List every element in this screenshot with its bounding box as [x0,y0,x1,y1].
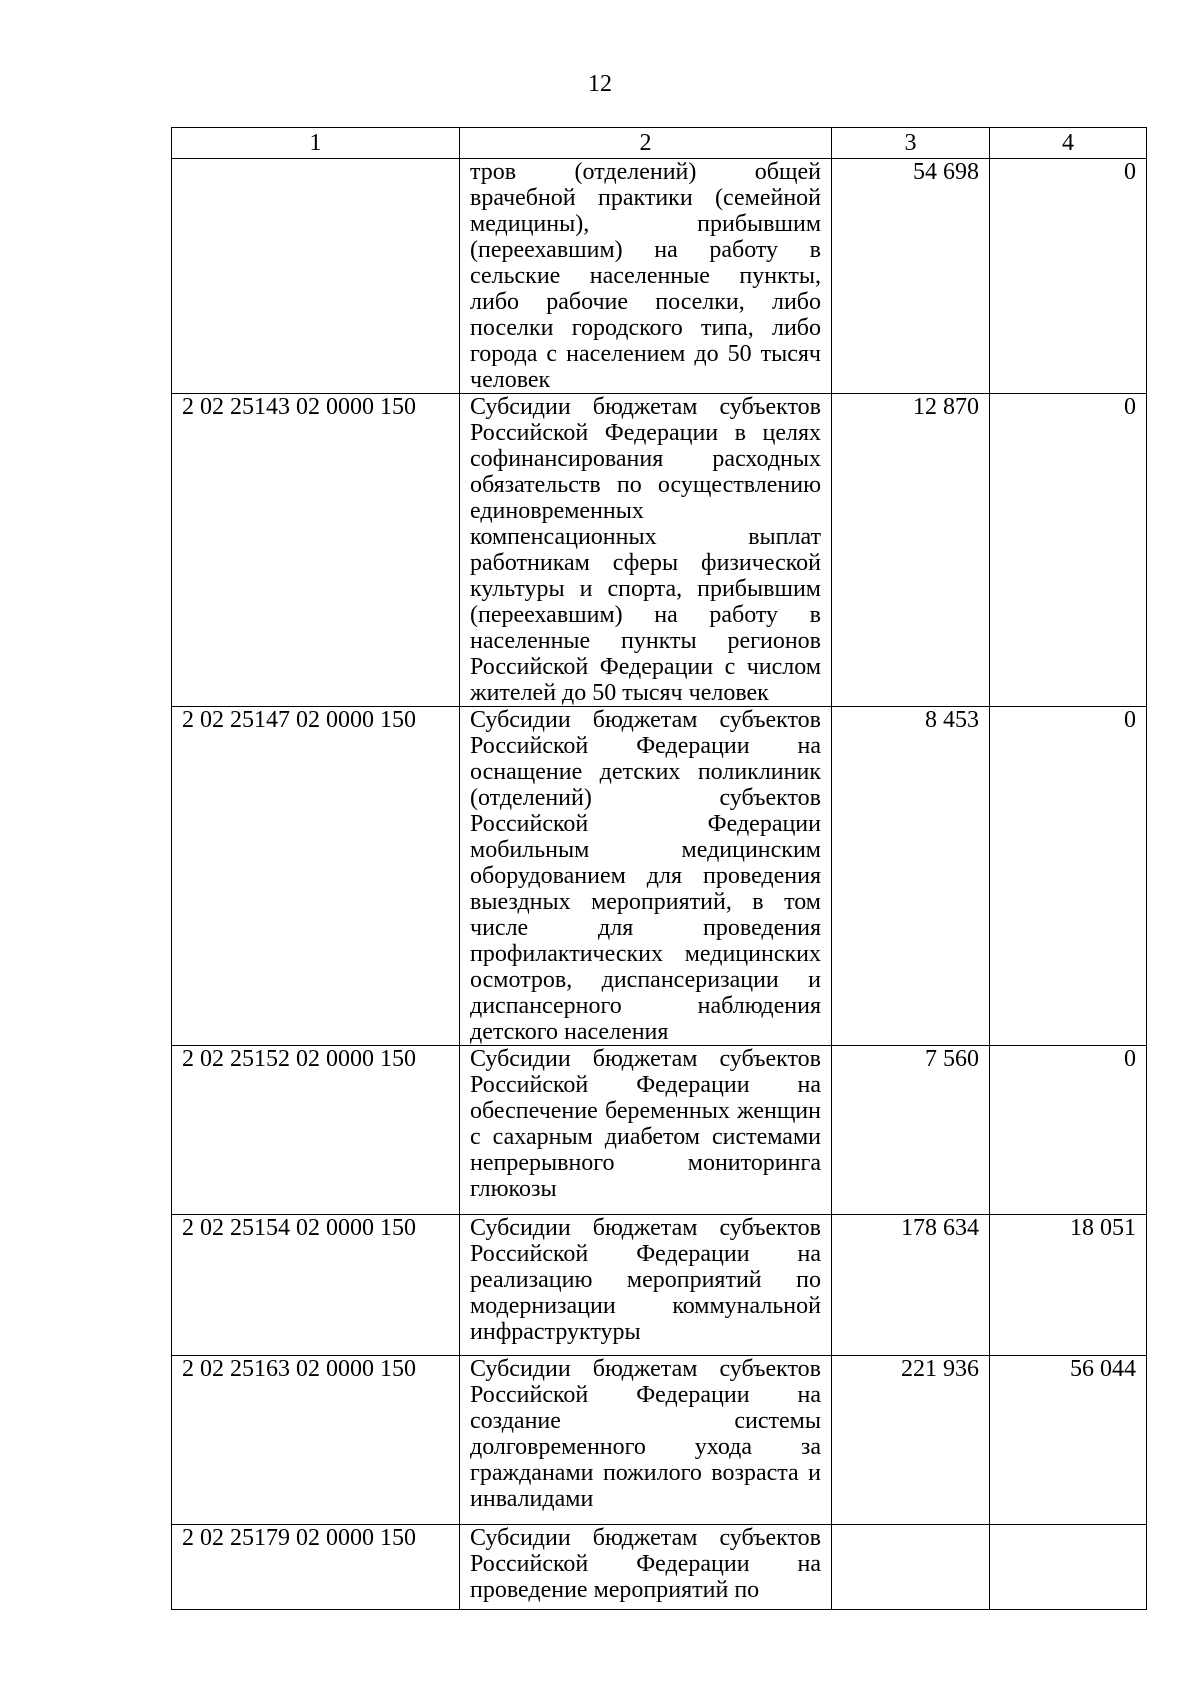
row-value-col4: 18 051 [990,1215,1147,1356]
row-code: 2 02 25152 02 0000 150 [172,1046,460,1215]
column-header-3: 3 [832,128,990,159]
row-value-col4: 0 [990,1046,1147,1215]
row-value-col3: 178 634 [832,1215,990,1356]
row-value-col3: 7 560 [832,1046,990,1215]
table-row [172,1525,1147,1610]
table-header-row [172,128,1147,159]
budget-table [171,127,1147,1610]
row-value-col3: 12 870 [832,394,990,707]
row-value-col3: 8 453 [832,707,990,1046]
row-code: 2 02 25163 02 0000 150 [172,1356,460,1525]
row-code [172,159,460,394]
table-row [172,159,1147,394]
row-code: 2 02 25147 02 0000 150 [172,707,460,1046]
table-row [172,1046,1147,1215]
row-value-col4: 0 [990,394,1147,707]
row-description: Субсидии бюджетам субъектов Российской Федерации на создание системы долговременного ухода за гражданами пожилого возраста и инвалидами [460,1356,832,1525]
row-value-col4: 0 [990,159,1147,394]
row-code: 2 02 25143 02 0000 150 [172,394,460,707]
page-number: 12 [588,71,612,97]
column-header-1: 1 [172,128,460,159]
column-header-4: 4 [990,128,1147,159]
row-value-col4: 56 044 [990,1356,1147,1525]
row-description: Субсидии бюджетам субъектов Российской Федерации на обеспечение беременных женщин с сахарным диабетом системами непрерывного мониторинга глюкозы [460,1046,832,1215]
table-row [172,1215,1147,1356]
row-value-col3: 54 698 [832,159,990,394]
row-description: Субсидии бюджетам субъектов Российской Федерации в целях софинансирования расходных обязательств по осуществлению единовременных компенсационных выплат работникам сферы физической культуры и спорта, прибывшим (переехавшим) на работу в населенные пункты регионов Российской Федерации с числом жителей до 50 тысяч человек [460,394,832,707]
column-header-2: 2 [460,128,832,159]
row-value-col4 [990,1525,1147,1610]
table-row [172,1356,1147,1525]
table-row [172,394,1147,707]
row-code: 2 02 25154 02 0000 150 [172,1215,460,1356]
row-description: тров (отделений) общей врачебной практики (семейной медицины), прибывшим (переехавшим) на работу в сельские населенные пункты, либо рабочие поселки, либо поселки городского типа, либо города с населением до 50 тысяч человек [460,159,832,394]
table-row [172,707,1147,1046]
row-description: Субсидии бюджетам субъектов Российской Федерации на реализацию мероприятий по модернизации коммунальной инфраструктуры [460,1215,832,1356]
row-value-col3: 221 936 [832,1356,990,1525]
row-value-col4: 0 [990,707,1147,1046]
row-value-col3 [832,1525,990,1610]
row-code: 2 02 25179 02 0000 150 [172,1525,460,1610]
row-description: Субсидии бюджетам субъектов Российской Федерации на проведение мероприятий по [460,1525,832,1610]
row-description: Субсидии бюджетам субъектов Российской Федерации на оснащение детских поликлиник (отделений) субъектов Российской Федерации мобильным медицинским оборудованием для проведения выездных мероприятий, в том числе для проведения профилактических медицинских осмотров, диспансеризации и диспансерного наблюдения детского населения [460,707,832,1046]
